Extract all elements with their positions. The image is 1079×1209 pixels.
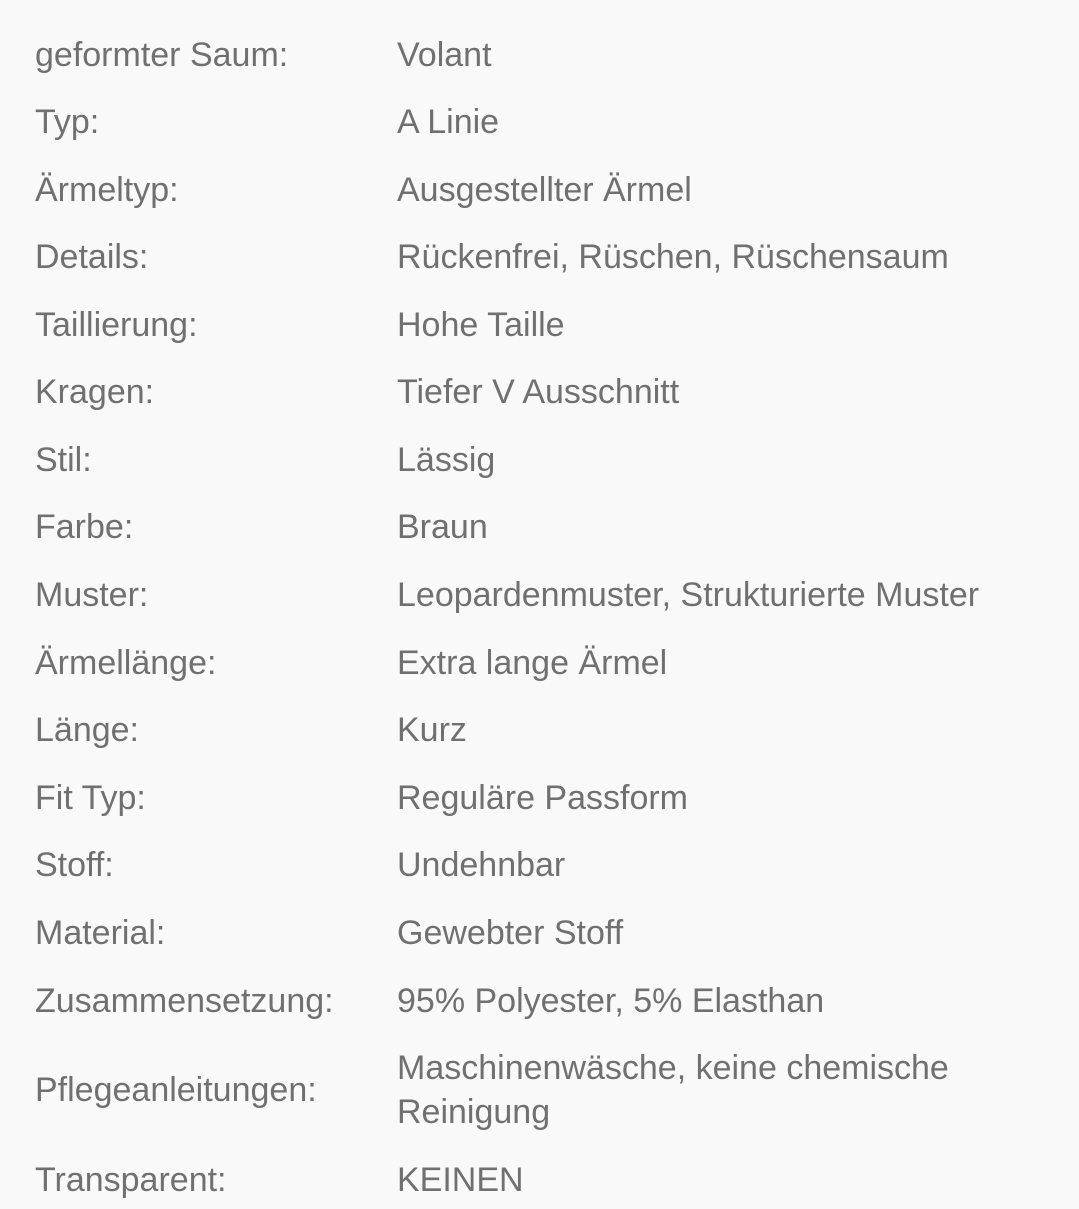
spec-label: Farbe: bbox=[35, 508, 134, 546]
spec-value: A Linie bbox=[397, 103, 500, 141]
spec-label: Typ: bbox=[35, 103, 100, 141]
spec-value: Maschinenwäsche, keine chemische Reinigung bbox=[397, 1049, 949, 1131]
spec-value: Hohe Taille bbox=[397, 306, 565, 344]
spec-value: Leopardenmuster, Strukturierte Muster bbox=[397, 576, 980, 614]
spec-label: Pflegeanleitungen: bbox=[35, 1071, 317, 1109]
spec-label: Stoff: bbox=[35, 846, 114, 884]
spec-label: Ärmeltyp: bbox=[35, 171, 179, 209]
spec-value: Braun bbox=[397, 508, 488, 546]
spec-value: Tiefer V Ausschnitt bbox=[397, 373, 680, 411]
spec-label: Länge: bbox=[35, 711, 139, 749]
spec-label: Taillierung: bbox=[35, 306, 198, 344]
spec-value: Extra lange Ärmel bbox=[397, 644, 668, 682]
spec-value: 95% Polyester, 5% Elasthan bbox=[397, 982, 825, 1020]
spec-value: Rückenfrei, Rüschen, Rüschensaum bbox=[397, 238, 949, 276]
spec-label: Muster: bbox=[35, 576, 149, 614]
spec-label: Ärmellänge: bbox=[35, 644, 217, 682]
spec-label: geformter Saum: bbox=[35, 36, 289, 74]
spec-value: Undehnbar bbox=[397, 846, 566, 884]
spec-value: Ausgestellter Ärmel bbox=[397, 171, 692, 209]
spec-label: Material: bbox=[35, 914, 166, 952]
spec-value: KEINEN bbox=[397, 1161, 524, 1199]
spec-value: Lässig bbox=[397, 441, 496, 479]
spec-label: Stil: bbox=[35, 441, 92, 479]
spec-value: Volant bbox=[397, 36, 492, 74]
spec-value: Reguläre Passform bbox=[397, 779, 689, 817]
spec-label: Kragen: bbox=[35, 373, 155, 411]
spec-value: Gewebter Stoff bbox=[397, 914, 624, 952]
spec-label: Details: bbox=[35, 238, 149, 276]
spec-label: Zusammensetzung: bbox=[35, 982, 334, 1020]
spec-label: Fit Typ: bbox=[35, 779, 146, 817]
spec-label: Transparent: bbox=[35, 1161, 227, 1199]
spec-value: Kurz bbox=[397, 711, 467, 749]
